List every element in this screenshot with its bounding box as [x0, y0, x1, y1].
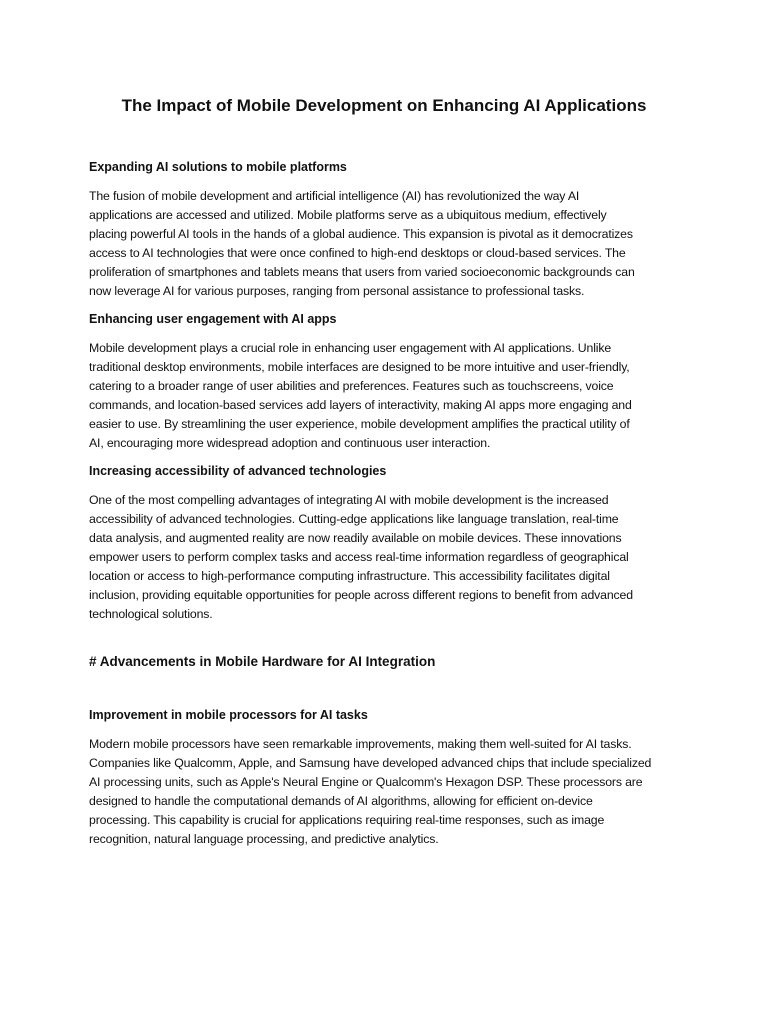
paragraph-line: location or access to high-performance computing infrastructure. This accessibility facilitates digital [89, 569, 610, 583]
section-heading: Improvement in mobile processors for AI tasks [89, 708, 368, 722]
paragraph-line: accessibility of advanced technologies. Cutting-edge applications like language translation, real-time [89, 512, 619, 526]
section-heading: Increasing accessibility of advanced technologies [89, 464, 387, 478]
paragraph-line: Mobile development plays a crucial role in enhancing user engagement with AI applications. Unlike [89, 341, 612, 355]
paragraph-line: The fusion of mobile development and artificial intelligence (AI) has revolutionized the way AI [89, 189, 580, 203]
paragraph-line: inclusion, providing equitable opportunities for people across different regions to benefit from advanced [89, 588, 633, 602]
section-paragraph [89, 187, 681, 301]
paragraph-line: access to AI technologies that were once confined to high-end desktops or cloud-based services. The [89, 246, 626, 260]
paragraph-line: designed to handle the computational demands of AI algorithms, allowing for efficient on-device [89, 794, 593, 808]
paragraph-line: proliferation of smartphones and tablets means that users from varied socioeconomic backgrounds can [89, 265, 635, 279]
paragraph-line: processing. This capability is crucial for applications requiring real-time responses, such as image [89, 813, 605, 827]
paragraph-line: applications are accessed and utilized. Mobile platforms serve as a ubiquitous medium, effectively [89, 208, 607, 222]
paragraph-line: technological solutions. [89, 607, 213, 621]
paragraph-line: now leverage AI for various purposes, ranging from personal assistance to professional tasks. [89, 284, 585, 298]
paragraph-line: empower users to perform complex tasks and access real-time information regardless of geographical [89, 550, 629, 564]
section-heading: Expanding AI solutions to mobile platforms [89, 160, 347, 174]
section-paragraph [89, 491, 681, 624]
paragraph-line: Modern mobile processors have seen remarkable improvements, making them well-suited for AI tasks. [89, 737, 632, 751]
document-title: The Impact of Mobile Development on Enhancing AI Applications [121, 96, 647, 115]
paragraph-line: easier to use. By streamlining the user experience, mobile development amplifies the practical utility of [89, 417, 630, 431]
paragraph-line: AI processing units, such as Apple's Neural Engine or Qualcomm's Hexagon DSP. These processors are [89, 775, 643, 789]
document-body [89, 158, 681, 858]
paragraph-line: data analysis, and augmented reality are now readily available on mobile devices. These innovations [89, 531, 622, 545]
paragraph-line: recognition, natural language processing, and predictive analytics. [89, 832, 439, 846]
section-paragraph [89, 735, 681, 849]
paragraph-line: One of the most compelling advantages of integrating AI with mobile development is the increased [89, 493, 609, 507]
section-heading: Enhancing user engagement with AI apps [89, 312, 337, 326]
paragraph-line: traditional desktop environments, mobile interfaces are designed to be more intuitive and user-friendly, [89, 360, 630, 374]
major-heading: # Advancements in Mobile Hardware for AI Integration [89, 654, 436, 669]
paragraph-line: commands, and location-based services add layers of interactivity, making AI apps more engaging and [89, 398, 632, 412]
section-paragraph [89, 339, 681, 453]
paragraph-line: catering to a broader range of user abilities and preferences. Features such as touchscreens, voice [89, 379, 614, 393]
paragraph-line: placing powerful AI tools in the hands of a global audience. This expansion is pivotal as it democratizes [89, 227, 633, 241]
paragraph-line: Companies like Qualcomm, Apple, and Samsung have developed advanced chips that include specialized [89, 756, 652, 770]
paragraph-line: AI, encouraging more widespread adoption and continuous user interaction. [89, 436, 491, 450]
